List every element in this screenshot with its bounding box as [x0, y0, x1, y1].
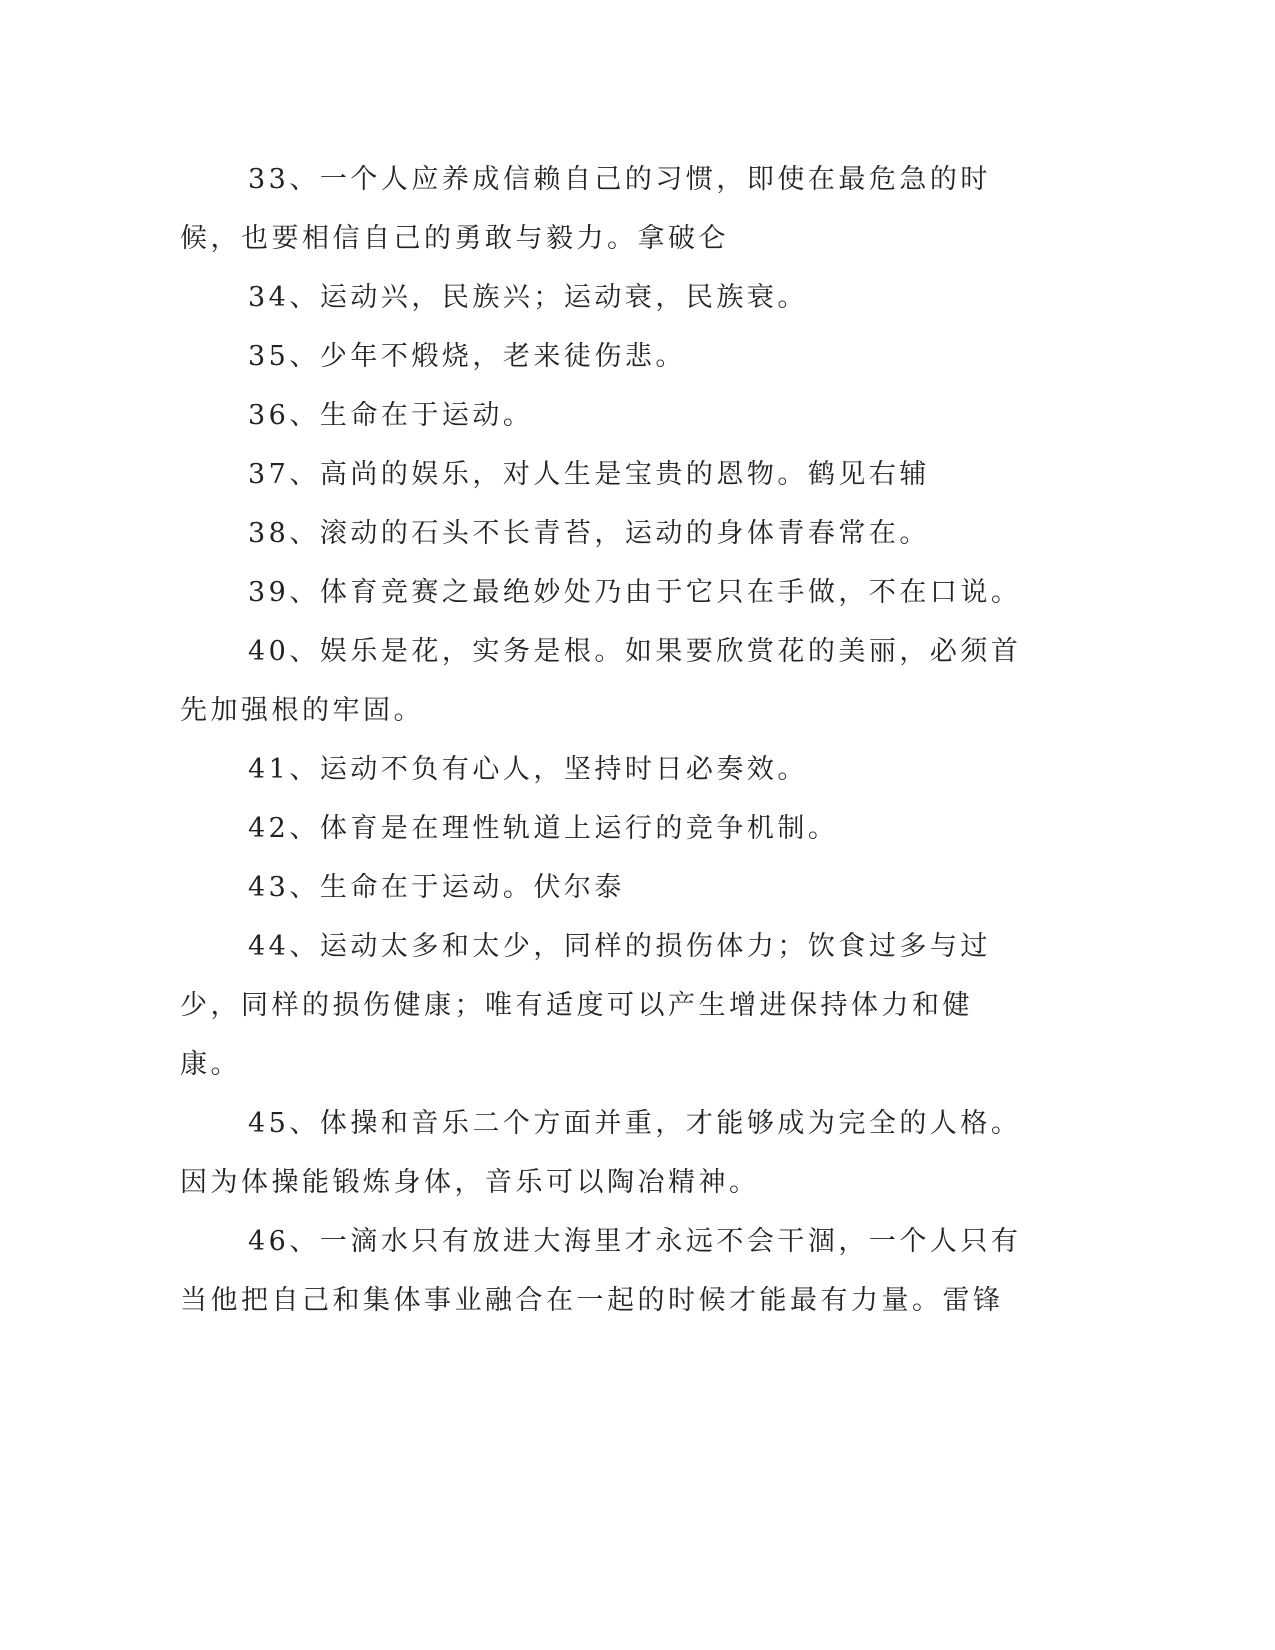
quote-paragraph-45: 45、体操和音乐二个方面并重，才能够成为完全的人格。因为体操能锻炼身体，音乐可以陶冶精神。: [180, 1108, 1022, 1198]
quote-paragraph-39: 39、体育竞赛之最绝妙处乃由于它只在手做，不在口说。: [248, 577, 1022, 608]
quote-paragraph-41: 41、运动不负有心人，坚持时日必奏效。: [248, 754, 808, 785]
quote-paragraph-43: 43、生命在于运动。伏尔泰: [248, 872, 625, 903]
quote-paragraph-40: 40、娱乐是花，实务是根。如果要欣赏花的美丽，必须首先加强根的牢固。: [180, 636, 1022, 726]
quote-paragraph-38: 38、滚动的石头不长青苔，运动的身体青春常在。: [248, 518, 930, 549]
quote-paragraph-37: 37、高尚的娱乐，对人生是宝贵的恩物。鹤见右辅: [248, 459, 930, 490]
quote-paragraph-36: 36、生命在于运动。: [248, 400, 534, 431]
quote-paragraph-34: 34、运动兴，民族兴；运动衰，民族衰。: [248, 282, 808, 313]
quote-paragraph-46: 46、一滴水只有放进大海里才永远不会干涸，一个人只有当他把自己和集体事业融合在一起的时候才能最有力量。雷锋: [180, 1226, 1022, 1316]
quote-paragraph-44: 44、运动太多和太少，同样的损伤体力；饮食过多与过少，同样的损伤健康；唯有适度可以产生增进保持体力和健康。: [180, 931, 991, 1080]
quote-paragraph-33: 33、一个人应养成信赖自己的习惯，即使在最危急的时候，也要相信自己的勇敢与毅力。拿破仑: [180, 164, 991, 254]
quote-paragraph-35: 35、少年不煅烧，老来徒伤悲。: [248, 341, 686, 372]
quote-paragraph-42: 42、体育是在理性轨道上运行的竞争机制。: [248, 813, 839, 844]
document-body: [180, 150, 1030, 1330]
